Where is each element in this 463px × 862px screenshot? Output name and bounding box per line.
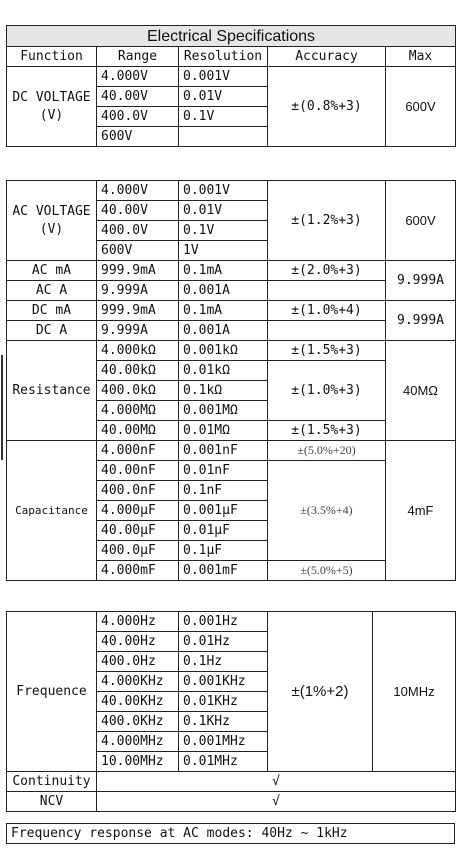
resolution-cell: 0.001V — [179, 67, 268, 87]
range-cell: 4.000MΩ — [97, 401, 179, 421]
header-row — [7, 47, 456, 67]
accuracy-cell: ±(2.0%+3) — [268, 261, 386, 281]
range-cell: 9.999A — [97, 281, 179, 301]
accuracy-cell: ±(1.5%+3) — [268, 341, 386, 361]
header-range: Range — [97, 47, 179, 67]
function-dc-a: DC A — [7, 321, 97, 341]
left-edge-mark — [1, 355, 3, 460]
resolution-cell: 1V — [179, 241, 268, 261]
function-ac-voltage: AC VOLTAGE (V) — [7, 181, 97, 261]
range-cell: 400.0Hz — [97, 652, 179, 672]
range-cell: 400.0V — [97, 221, 179, 241]
resolution-cell: 0.1mA — [179, 301, 268, 321]
max-cell: 9.999A — [386, 261, 456, 301]
resolution-cell: 0.001μF — [179, 501, 268, 521]
accuracy-cell: ±(0.8%+3) — [268, 67, 386, 147]
resolution-cell: 0.001nF — [179, 441, 268, 461]
spec-table-frequency — [6, 611, 456, 812]
range-cell: 4.000V — [97, 181, 179, 201]
max-cell: 600V — [386, 181, 456, 261]
range-cell: 600V — [97, 241, 179, 261]
spec-table-main — [6, 180, 456, 581]
resolution-cell: 0.001Hz — [179, 612, 268, 632]
max-cell: 9.999A — [386, 301, 456, 341]
resolution-cell: 0.001kΩ — [179, 341, 268, 361]
resolution-cell: 0.001mF — [179, 561, 268, 581]
range-cell: 40.00MΩ — [97, 421, 179, 441]
table-row — [7, 181, 456, 201]
function-dc-voltage: DC VOLTAGE (V) — [7, 67, 97, 147]
range-cell: 400.0KHz — [97, 712, 179, 732]
resolution-cell — [179, 127, 268, 147]
range-cell: 4.000kΩ — [97, 341, 179, 361]
range-cell: 10.00MHz — [97, 752, 179, 772]
accuracy-cell: ±(5.0%+20) — [268, 441, 386, 461]
range-cell: 4.000mF — [97, 561, 179, 581]
footer-table — [6, 823, 455, 844]
table-row — [7, 261, 456, 281]
range-cell: 4.000MHz — [97, 732, 179, 752]
range-cell: 4.000V — [97, 67, 179, 87]
table-row — [7, 341, 456, 361]
range-cell: 4.000nF — [97, 441, 179, 461]
max-cell: 10MHz — [373, 612, 456, 772]
resolution-cell: 0.1mA — [179, 261, 268, 281]
accuracy-cell: ±(1.0%+3) — [268, 361, 386, 421]
table-row — [7, 67, 456, 87]
resolution-cell: 0.001MHz — [179, 732, 268, 752]
resolution-cell: 0.01Hz — [179, 632, 268, 652]
resolution-cell: 0.001A — [179, 321, 268, 341]
resolution-cell: 0.001A — [179, 281, 268, 301]
accuracy-cell — [268, 321, 386, 341]
frequency-response-note: Frequency response at AC modes: 40Hz ~ 1kHz — [7, 824, 455, 844]
resolution-cell: 0.1V — [179, 221, 268, 241]
resolution-cell: 0.01V — [179, 87, 268, 107]
range-cell: 999.9mA — [97, 261, 179, 281]
resolution-cell: 0.01KHz — [179, 692, 268, 712]
function-capacitance: Capacitance — [7, 441, 97, 581]
header-max: Max — [386, 47, 456, 67]
resolution-cell: 0.01nF — [179, 461, 268, 481]
accuracy-cell: ±(1.2%+3) — [268, 181, 386, 261]
function-dc-ma: DC mA — [7, 301, 97, 321]
resolution-cell: 0.01V — [179, 201, 268, 221]
table-row — [7, 792, 456, 812]
range-cell: 40.00KHz — [97, 692, 179, 712]
function-ac-ma: AC mA — [7, 261, 97, 281]
function-frequency: Frequence — [7, 612, 97, 772]
accuracy-cell: ±(1%+2) — [268, 612, 373, 772]
header-function: Function — [7, 47, 97, 67]
ncv-check: √ — [97, 792, 456, 812]
range-cell: 999.9mA — [97, 301, 179, 321]
range-cell: 40.00V — [97, 201, 179, 221]
resolution-cell: 0.1nF — [179, 481, 268, 501]
resolution-cell: 0.1kΩ — [179, 381, 268, 401]
range-cell: 4.000KHz — [97, 672, 179, 692]
header-resolution: Resolution — [179, 47, 268, 67]
range-cell: 40.00Hz — [97, 632, 179, 652]
range-cell: 40.00V — [97, 87, 179, 107]
resolution-cell: 0.001V — [179, 181, 268, 201]
table-title: Electrical Specifications — [7, 26, 456, 47]
resolution-cell: 0.01μF — [179, 521, 268, 541]
table-row — [7, 301, 456, 321]
range-cell: 600V — [97, 127, 179, 147]
accuracy-cell: ±(1.5%+3) — [268, 421, 386, 441]
resolution-cell: 0.01MΩ — [179, 421, 268, 441]
range-cell: 400.0V — [97, 107, 179, 127]
function-ac-a: AC A — [7, 281, 97, 301]
accuracy-cell: ±(5.0%+5) — [268, 561, 386, 581]
range-cell: 4.000μF — [97, 501, 179, 521]
resolution-cell: 0.01MHz — [179, 752, 268, 772]
max-cell: 600V — [386, 67, 456, 147]
accuracy-cell — [268, 281, 386, 301]
resolution-cell: 0.1V — [179, 107, 268, 127]
table-row — [7, 612, 456, 632]
resolution-cell: 0.001KHz — [179, 672, 268, 692]
range-cell: 400.0kΩ — [97, 381, 179, 401]
continuity-check: √ — [97, 772, 456, 792]
header-accuracy: Accuracy — [268, 47, 386, 67]
accuracy-cell: ±(1.0%+4) — [268, 301, 386, 321]
resolution-cell: 0.01kΩ — [179, 361, 268, 381]
range-cell: 400.0nF — [97, 481, 179, 501]
range-cell: 9.999A — [97, 321, 179, 341]
max-cell: 4mF — [386, 441, 456, 581]
resolution-cell: 0.001MΩ — [179, 401, 268, 421]
max-cell: 40MΩ — [386, 341, 456, 441]
resolution-cell: 0.1μF — [179, 541, 268, 561]
resolution-cell: 0.1KHz — [179, 712, 268, 732]
function-resistance: Resistance — [7, 341, 97, 441]
range-cell: 40.00μF — [97, 521, 179, 541]
spec-table-dc — [6, 25, 456, 147]
range-cell: 400.0μF — [97, 541, 179, 561]
function-continuity: Continuity — [7, 772, 97, 792]
resolution-cell: 0.1Hz — [179, 652, 268, 672]
function-ncv: NCV — [7, 792, 97, 812]
table-row — [7, 441, 456, 461]
accuracy-cell: ±(3.5%+4) — [268, 461, 386, 561]
range-cell: 40.00nF — [97, 461, 179, 481]
range-cell: 4.000Hz — [97, 612, 179, 632]
range-cell: 40.00kΩ — [97, 361, 179, 381]
table-row — [7, 772, 456, 792]
